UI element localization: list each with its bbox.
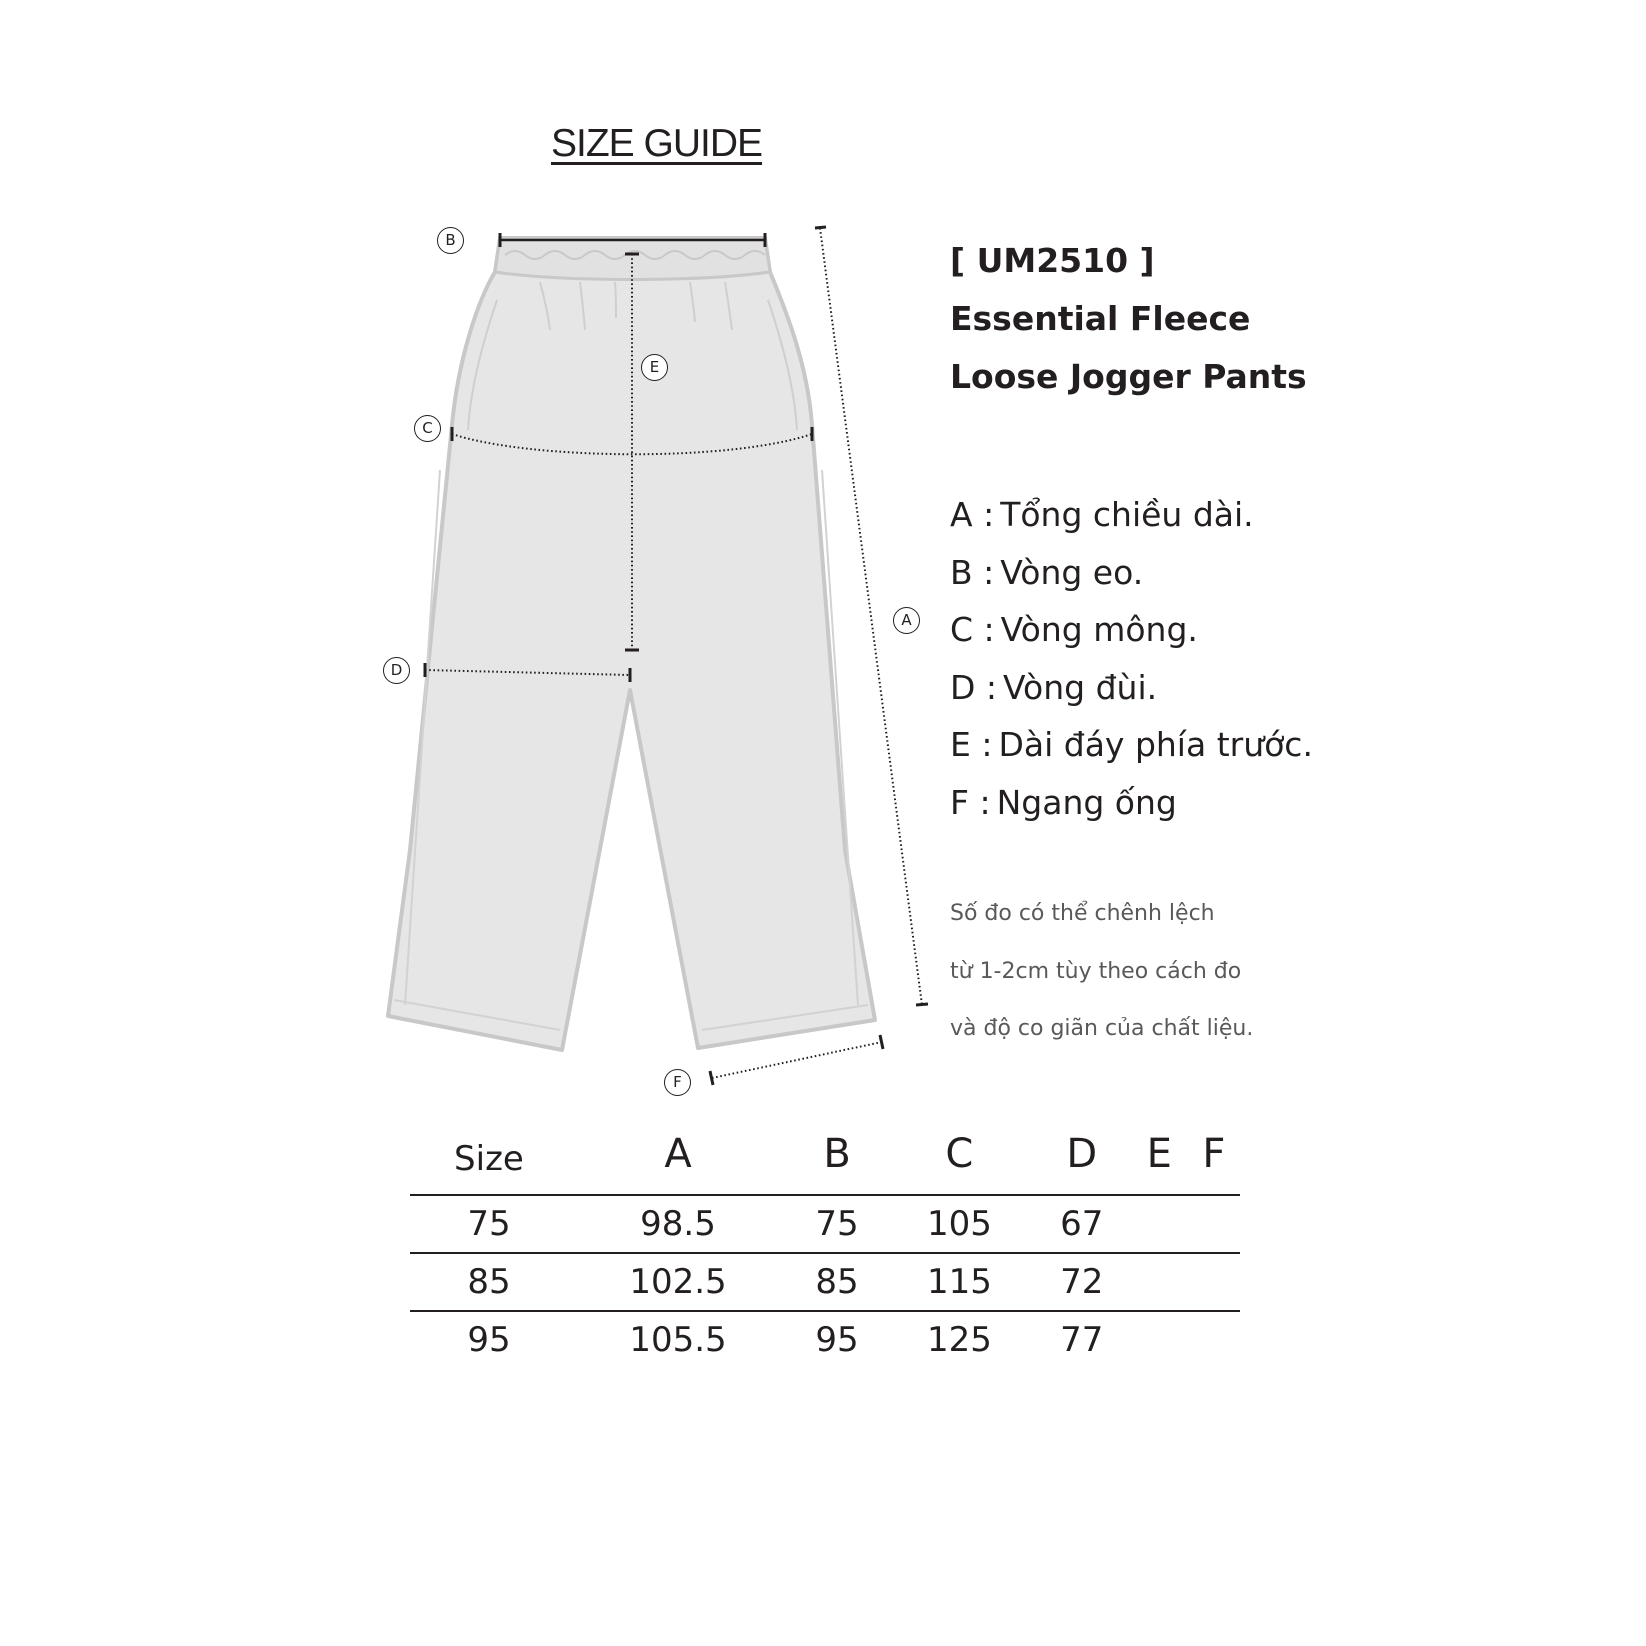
header-c: C (886, 1114, 1033, 1195)
table-cell: 105.5 (629, 1320, 727, 1360)
table-cell (1131, 1253, 1188, 1311)
product-name-line1: Essential Fleece (950, 299, 1251, 338)
table-cell: 125 (926, 1320, 992, 1360)
measurement-legend (950, 486, 1313, 831)
header-size: Size (410, 1114, 568, 1195)
table-row (410, 1253, 1240, 1311)
table-cell: 98.5 (568, 1195, 788, 1253)
table-cell (1131, 1195, 1188, 1253)
table-cell (1188, 1253, 1240, 1311)
header-e: E (1131, 1114, 1188, 1195)
table-cell: 95 (467, 1320, 511, 1360)
legend-item-c: C : Vòng mông. (950, 610, 1198, 649)
header-d: D (1033, 1114, 1131, 1195)
table-cell (1188, 1311, 1240, 1368)
legend-item-a: A : Tổng chiều dài. (950, 495, 1254, 534)
header-b: B (788, 1114, 886, 1195)
product-info (950, 232, 1307, 406)
table-cell (1131, 1311, 1188, 1368)
callout-c: C (414, 415, 441, 442)
table-cell: 85 (410, 1253, 568, 1311)
table-row (410, 1311, 1240, 1368)
table-cell: 102.5 (568, 1253, 788, 1311)
callout-d: D (383, 657, 410, 684)
table-header-row (410, 1114, 1240, 1195)
note-line-1: Số đo có thể chênh lệch (950, 901, 1215, 926)
table-cell (1188, 1195, 1240, 1253)
legend-item-e: E : Dài đáy phía trước. (950, 725, 1313, 764)
product-code: [ UM2510 ] (950, 241, 1155, 280)
legend-item-d: D : Vòng đùi. (950, 667, 1158, 707)
measurement-note (950, 885, 1253, 1058)
note-line-3: và độ co giãn của chất liệu. (950, 1016, 1254, 1041)
callout-f: F (664, 1069, 691, 1096)
size-guide-title: SIZE GUIDE (551, 122, 763, 165)
note-line-2: từ 1-2cm tùy theo cách đo (950, 958, 1242, 984)
table-cell: 72 (1033, 1253, 1131, 1311)
table-cell: 85 (788, 1253, 886, 1311)
callout-e: E (641, 354, 668, 381)
size-table (410, 1114, 1240, 1368)
header-a: A (568, 1114, 788, 1195)
table-cell: 105 (886, 1195, 1033, 1253)
table-cell: 67 (1033, 1195, 1131, 1253)
callout-b: B (437, 227, 464, 254)
table-cell: 77 (1060, 1320, 1104, 1360)
table-cell: 115 (886, 1253, 1033, 1311)
table-cell: 75 (410, 1195, 568, 1253)
product-name-line2: Loose Jogger Pants (950, 357, 1307, 396)
table-row (410, 1195, 1240, 1253)
callout-a: A (893, 607, 920, 634)
header-f: F (1188, 1114, 1240, 1195)
table-cell: 75 (788, 1195, 886, 1253)
legend-item-f: F : Ngang ống (950, 782, 1177, 822)
legend-item-b: B : Vòng eo. (950, 552, 1144, 592)
table-cell: 95 (815, 1320, 859, 1360)
